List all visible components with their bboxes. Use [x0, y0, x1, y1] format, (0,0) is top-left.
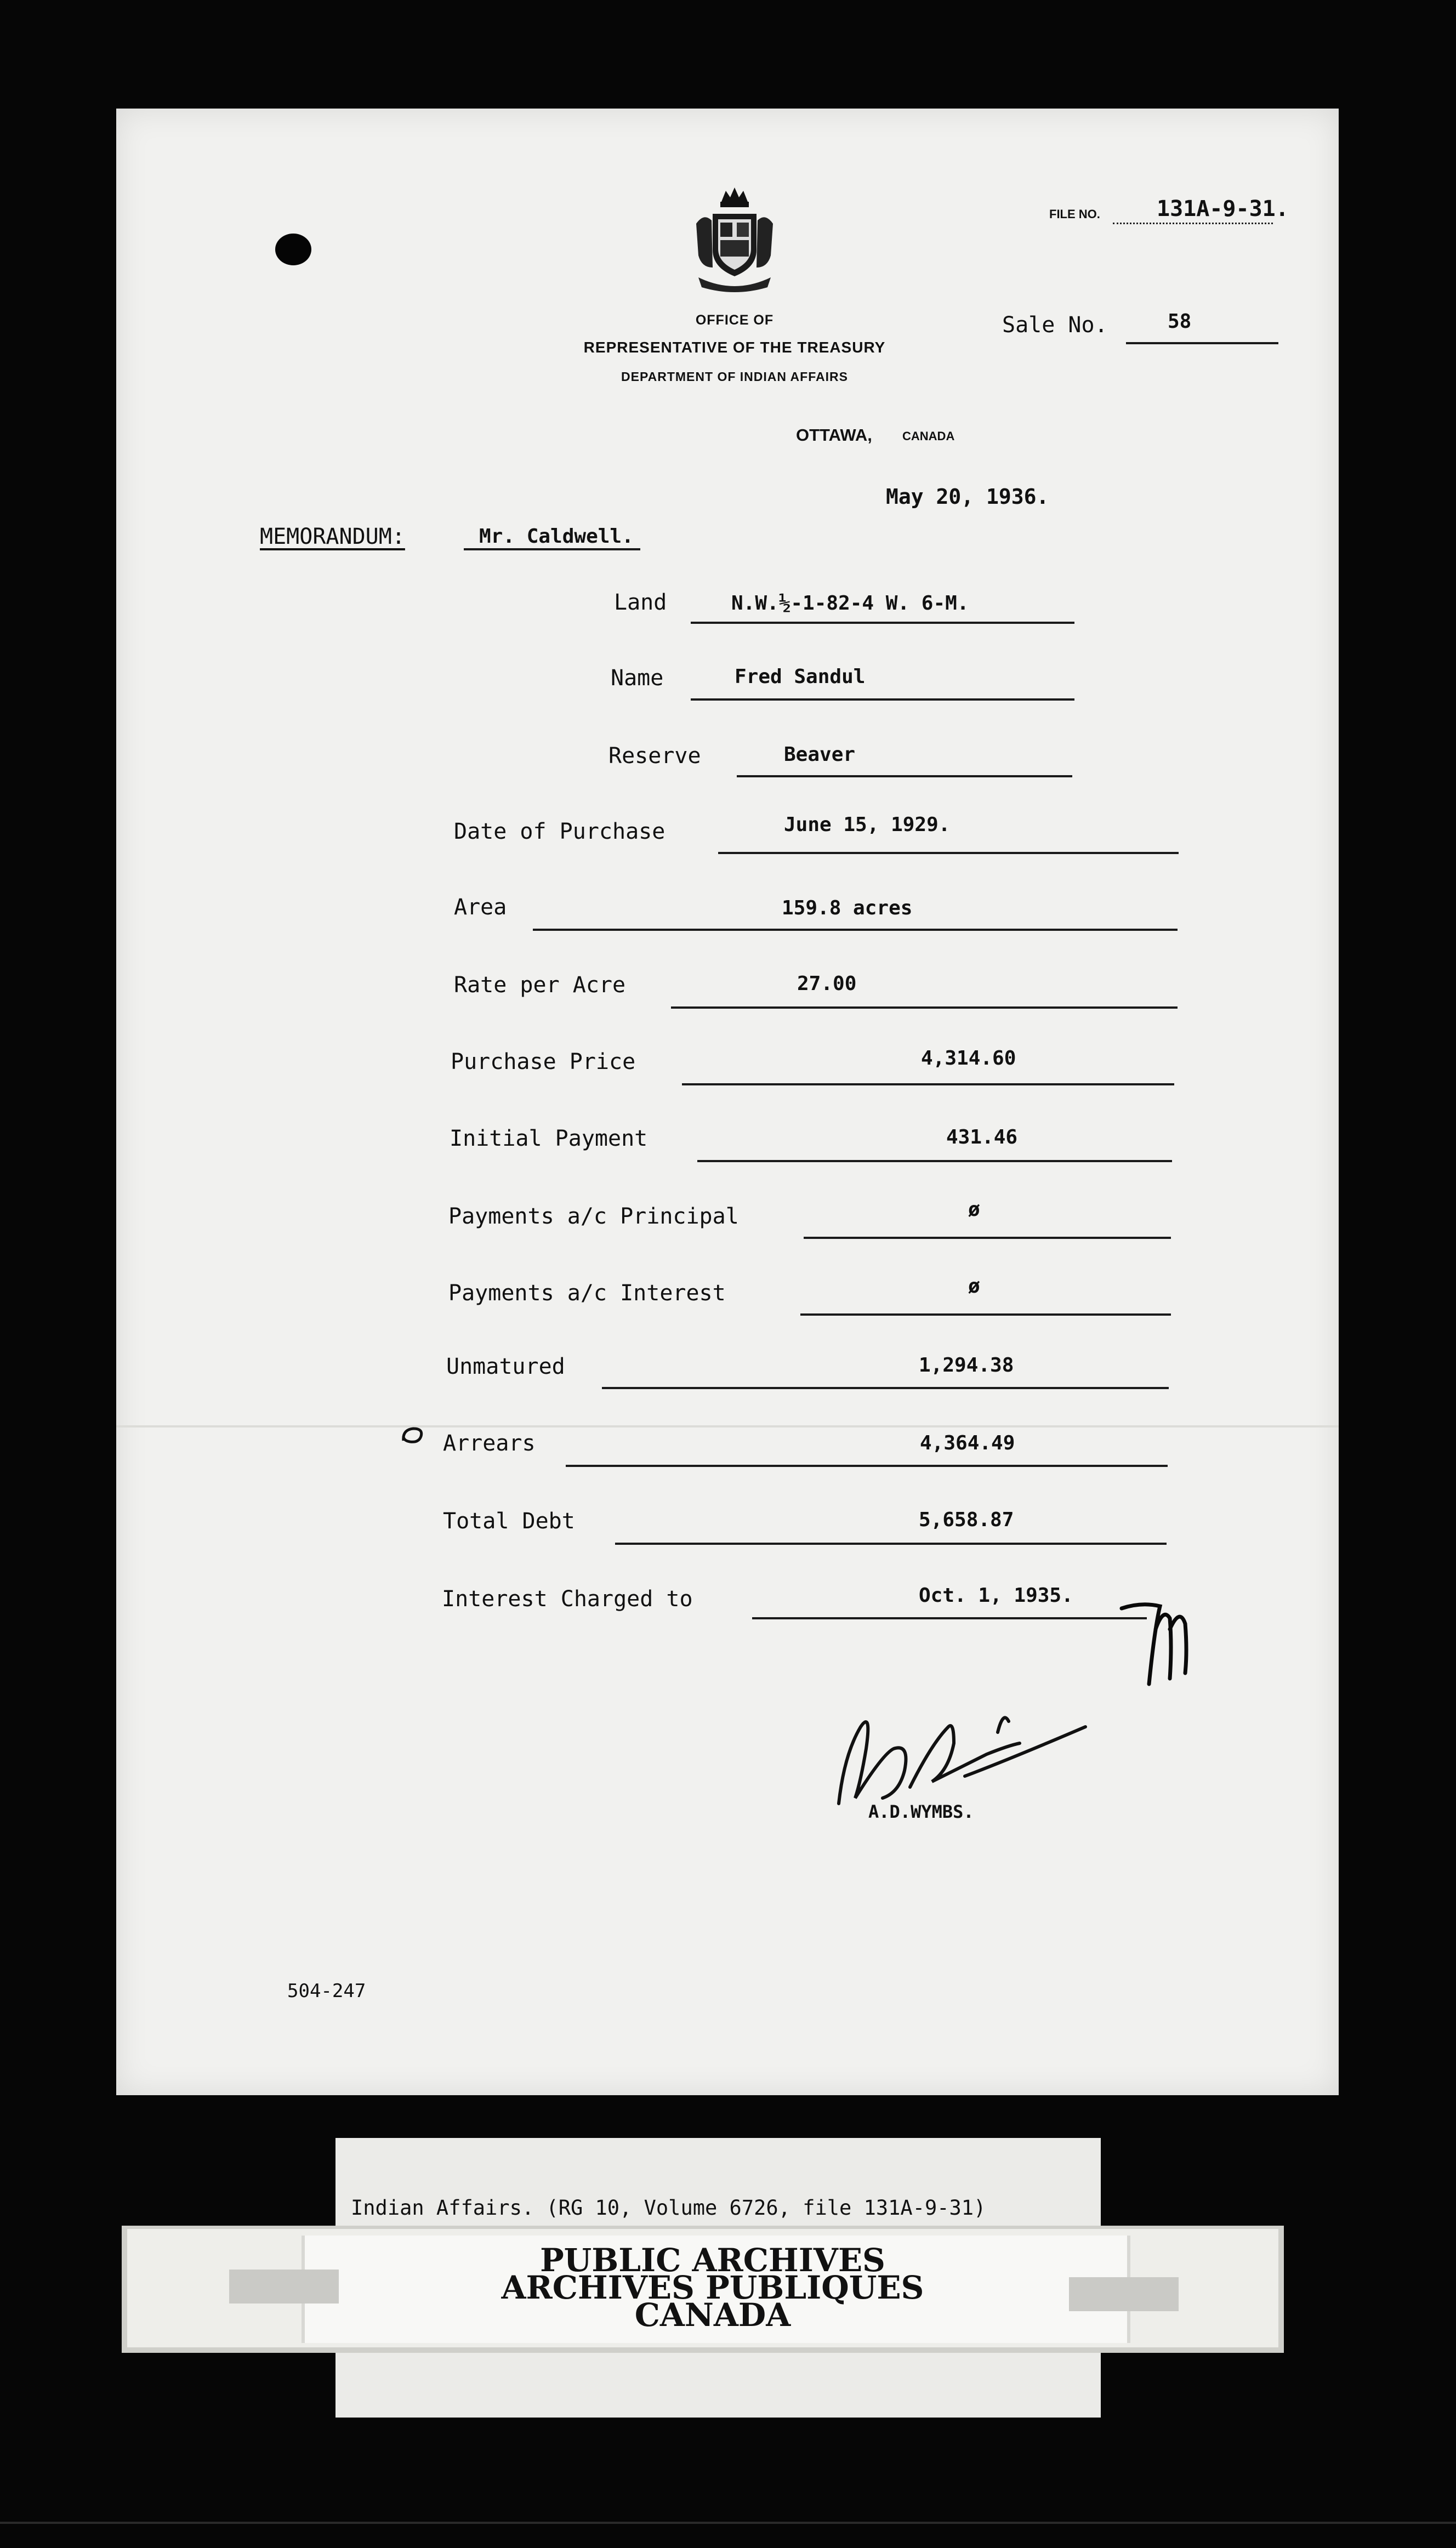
arrears-underline [566, 1465, 1168, 1467]
payments-interest-label: Payments a/c Interest [448, 1281, 726, 1306]
memo-recipient: Mr. Caldwell. [479, 525, 634, 548]
sale-no-underline [1126, 342, 1278, 344]
punch-hole [275, 234, 311, 265]
interest-charged-label: Interest Charged to [442, 1586, 693, 1612]
signatory-name: A.D.WYMBS. [868, 1801, 974, 1822]
memorandum-sheet [116, 109, 1339, 2095]
reserve-underline [737, 775, 1072, 777]
initial-payment-underline [697, 1160, 1172, 1162]
purchase-price-underline [682, 1083, 1174, 1085]
sale-no-label: Sale No. [1002, 312, 1108, 338]
office-of-heading: OFFICE OF [695, 312, 774, 328]
rate-per-acre-value: 27.00 [797, 972, 857, 995]
department-name: DEPARTMENT OF INDIAN AFFAIRS [621, 369, 848, 384]
memo-date: May 20, 1936. [886, 485, 1049, 509]
sale-no-value: 58 [1168, 310, 1192, 333]
initial-payment-value: 431.46 [946, 1126, 1018, 1148]
area-value: 159.8 acres [782, 897, 913, 919]
date-of-purchase-value: June 15, 1929. [784, 814, 951, 836]
archive-stamp-line-1: PUBLIC ARCHIVES [540, 2242, 885, 2279]
file-no-value: 131A-9-31. [1157, 196, 1289, 221]
land-label: Land [614, 590, 667, 615]
file-no-label: FILE NO. [1049, 207, 1100, 221]
location-city: OTTAWA, [796, 425, 872, 445]
reserve-label: Reserve [608, 743, 701, 769]
payments-principal-label: Payments a/c Principal [448, 1204, 739, 1229]
name-value: Fred Sandul [735, 666, 866, 688]
reserve-value: Beaver [784, 743, 856, 766]
payments-interest-value: ø [968, 1275, 980, 1298]
purchase-price-label: Purchase Price [451, 1049, 636, 1074]
payments-interest-underline [800, 1313, 1171, 1316]
coat-of-arms-icon [691, 185, 778, 297]
handwritten-signature [822, 1688, 1096, 1820]
right-clip-mark [1069, 2277, 1179, 2311]
scan-edge-line [0, 2522, 1456, 2524]
handwritten-initial-mark [1119, 1596, 1191, 1690]
land-value: N.W.½-1-82-4 W. 6-M. [731, 592, 969, 615]
recipient-underline [464, 548, 640, 550]
memorandum-label: MEMORANDUM: [260, 524, 405, 549]
land-underline [691, 622, 1074, 624]
total-debt-underline [615, 1543, 1167, 1545]
rate-per-acre-underline [671, 1006, 1178, 1009]
office-title: REPRESENTATIVE OF THE TREASURY [583, 339, 886, 356]
page-reference: 504-247 [287, 1980, 366, 2002]
initial-payment-label: Initial Payment [450, 1126, 648, 1151]
arrears-value: 4,364.49 [920, 1432, 1015, 1454]
area-label: Area [454, 895, 507, 920]
payments-principal-value: ø [968, 1198, 980, 1221]
archive-stamp-line-3: CANADA [634, 2296, 791, 2334]
date-of-purchase-label: Date of Purchase [454, 819, 666, 844]
location-country: CANADA [902, 429, 955, 443]
left-clip-mark [229, 2270, 339, 2304]
date-of-purchase-underline [718, 852, 1179, 854]
unmatured-underline [602, 1387, 1169, 1389]
rate-per-acre-label: Rate per Acre [454, 972, 626, 998]
name-label: Name [611, 666, 664, 691]
area-underline [533, 929, 1178, 931]
arrears-label: Arrears [443, 1431, 536, 1456]
total-debt-label: Total Debt [443, 1509, 575, 1534]
total-debt-value: 5,658.87 [919, 1509, 1014, 1531]
archive-caption: Indian Affairs. (RG 10, Volume 6726, file 131A-9-31) [351, 2196, 986, 2220]
name-underline [691, 698, 1074, 701]
archive-stamp-line-2: ARCHIVES PUBLIQUES [501, 2269, 924, 2306]
purchase-price-value: 4,314.60 [921, 1047, 1016, 1070]
unmatured-value: 1,294.38 [919, 1354, 1014, 1377]
interest-charged-value: Oct. 1, 1935. [919, 1584, 1073, 1607]
payments-principal-underline [804, 1237, 1171, 1239]
unmatured-label: Unmatured [446, 1354, 565, 1379]
margin-mark-icon [399, 1424, 433, 1448]
paper-fold-line [116, 1425, 1339, 1427]
interest-charged-underline [752, 1617, 1147, 1619]
file-no-dotted-line [1113, 223, 1273, 224]
